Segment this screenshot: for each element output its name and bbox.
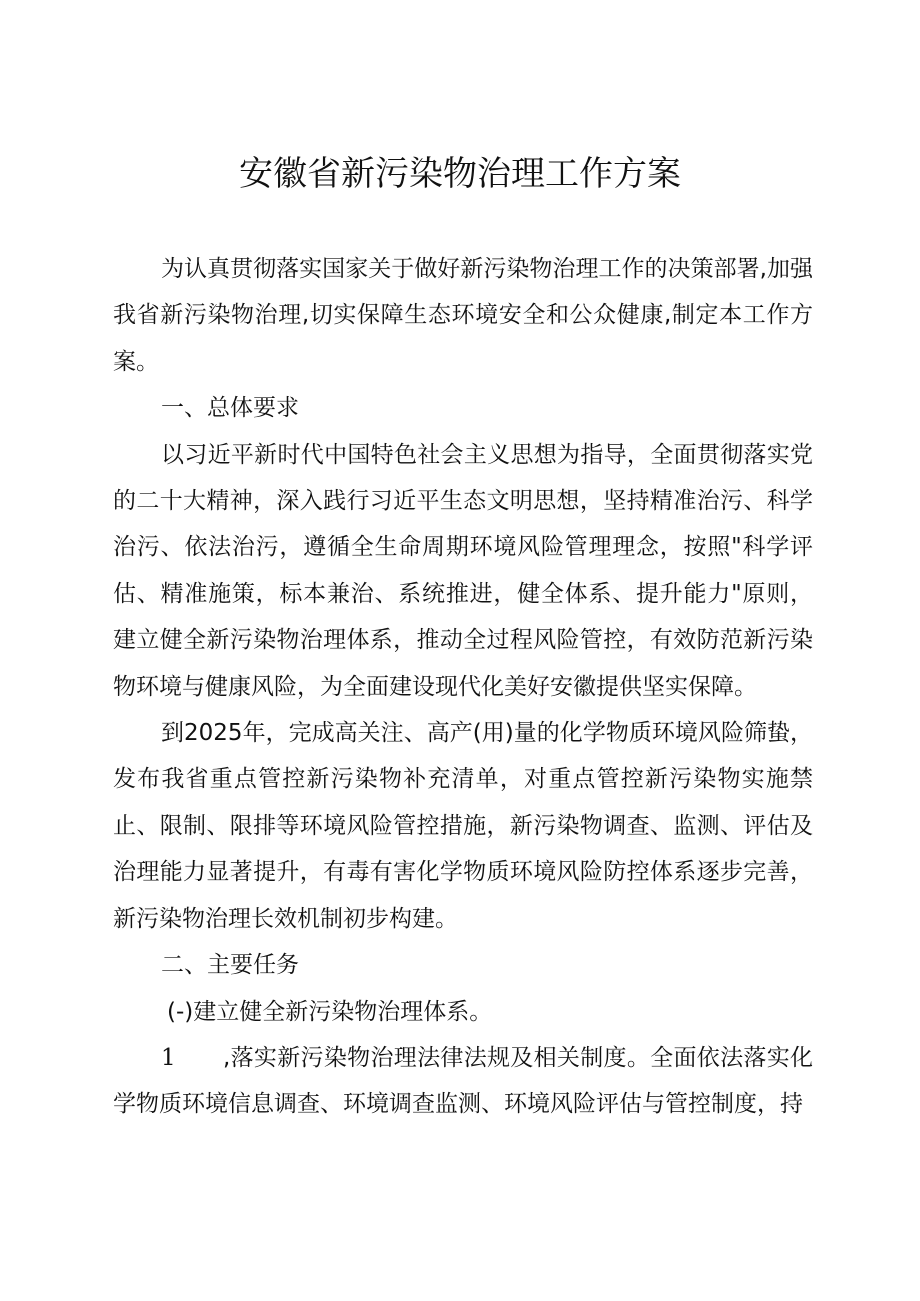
section-heading-general-requirements: 一、总体要求 <box>161 395 299 422</box>
task-item-1 <box>113 1035 813 1128</box>
task-item-1-number: 1 <box>161 1044 176 1071</box>
section-heading-main-tasks: 二、主要任务 <box>161 952 299 979</box>
task-item-1-text: ,落实新污染物治理法律法规及相关制度。全面依法落实化学物质环境信息调查、环境调查监测、环境风险评估与管控制度，持 <box>113 1044 813 1118</box>
subsection-heading-governance-system: (-)建立健全新污染物治理体系。 <box>167 998 493 1025</box>
document-body <box>113 246 813 1128</box>
intro-paragraph: 为认真贯彻落实国家关于做好新污染物治理工作的决策部署,加强我省新污染物治理,切实保障生态环境安全和公众健康,制定本工作方案。 <box>113 256 813 375</box>
guiding-principles-paragraph: 以习近平新时代中国特色社会主义思想为指导，全面贯彻落实党的二十大精神，深入践行习近平生态文明思想，坚持精准治污、科学治污、依法治污，遵循全生命周期环境风险管理理念，按照"科学评估、精准施策，标本兼治、系统推进，健全体系、提升能力"原则，建立健全新污染物治理体系，推动全过程风险管控，有效防范新污染物环境与健康风险，为全面建设现代化美好安徽提供坚实保障。 <box>113 441 813 700</box>
goals-2025-paragraph: 到2025年，完成高关注、高产(用)量的化学物质环境风险筛蛰，发布我省重点管控新污染物补充清单，对重点管控新污染物实施禁止、限制、限排等环境风险管控措施，新污染物调查、监测、评估及治理能力显著提升，有毒有害化学物质环境风险防控体系逐步完善，新污染物治理长效机制初步构建。 <box>113 720 813 932</box>
document-title: 安徽省新污染物治理工作方案 <box>239 154 681 194</box>
